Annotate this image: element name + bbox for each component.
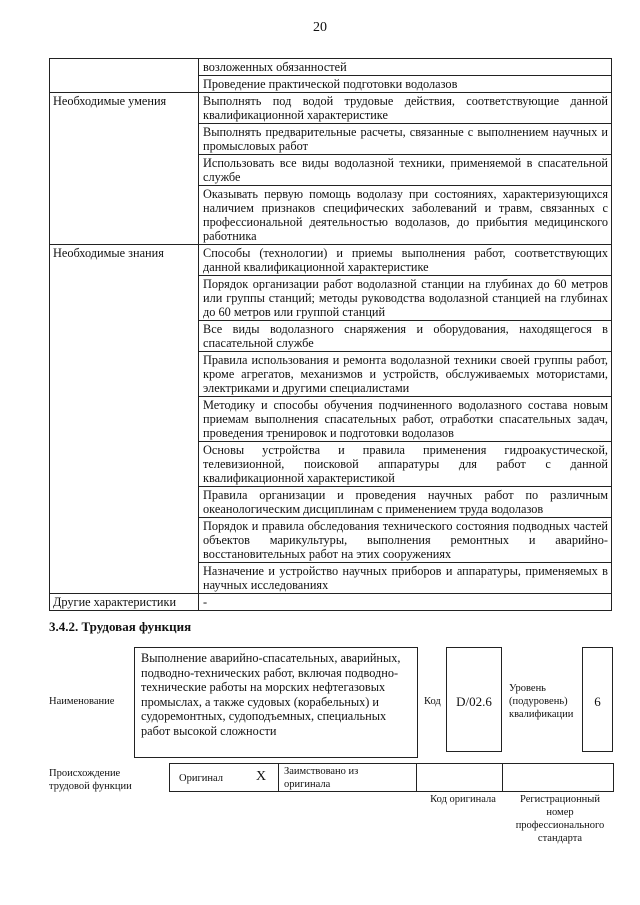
function-name-box: Выполнение аварийно-спасательных, аварийных, подводно-технических работ, включая подводно-технические работы на морских нефтегазовых промыслах, а также судовых (корабельных) и судоремонтных, судоподъемных, специальных работ высокой сложности — [134, 647, 418, 758]
level-value: 6 — [594, 694, 601, 709]
code-box — [446, 647, 502, 752]
table-cell: Способы (технологии) и приемы выполнения работ, соответствующих данной квалификационной характеристике — [199, 245, 612, 276]
original-label: Оригинал — [179, 773, 223, 784]
borrowed-label: Заимствовано из оригинала — [284, 766, 359, 790]
table-cell: Выполнять под водой трудовые действия, соответствующие данной квалификационной характеристике — [199, 93, 612, 124]
level-label: Уровень (подуровень) квалификации — [509, 683, 574, 720]
table-cell: Выполнять предварительные расчеты, связанные с выполнением научных и промысловых работ — [199, 124, 612, 155]
row-label: Другие характеристики — [50, 594, 199, 611]
table-cell: Все виды водолазного снаряжения и оборудования, находящегося в спасательной службе — [199, 321, 612, 352]
cell-divider — [502, 764, 503, 791]
competency-table — [49, 58, 612, 611]
code-value: D/02.6 — [456, 694, 492, 709]
table-row — [50, 59, 612, 76]
row-label: Необходимые знания — [50, 245, 199, 594]
reg-number-label: Регистрационный номер профессионального стандарта — [515, 794, 605, 844]
table-cell: возложенных обязанностей — [199, 59, 612, 76]
table-row — [50, 594, 612, 611]
page-number: 20 — [313, 20, 327, 35]
table-cell: Правила использования и ремонта водолазной техники своей группы работ, кроме агрегатов, механизмов и устройств, обслуживаемых мотористами, электриками и другими специалистами — [199, 352, 612, 397]
origin-box — [169, 763, 614, 792]
table-cell: Порядок и правила обследования технического состояния подводных частей объектов марикультуры, выполнения ремонтных и аварийно-восстановительных работ на этих сооружениях — [199, 518, 612, 563]
code-original-label: Код оригинала — [430, 794, 496, 805]
cell-divider — [416, 764, 417, 791]
code-label: Код — [424, 696, 441, 707]
origin-label: Происхождение трудовой функции — [49, 768, 132, 792]
cell-divider — [278, 764, 279, 791]
table-cell: - — [199, 594, 612, 611]
table-cell: Порядок организации работ водолазной станции на глубинах до 60 метров или группы станций; методы руководства водолазной станцией на глубинах до 60 метров или группой станций — [199, 276, 612, 321]
table-cell: Оказывать первую помощь водолазу при состояниях, характеризующихся наличием признаков специфических заболеваний и травм, связанных с профессиональной деятельностью водолазов, до прибытия медицинского работника — [199, 186, 612, 245]
table-cell: Проведение практической подготовки водолазов — [199, 76, 612, 93]
table-row — [50, 245, 612, 276]
row-label — [50, 59, 199, 93]
table-cell: Основы устройства и правила применения гидроакустической, телевизионной, поисковой аппаратуры для работ с данной квалификационной характеристикой — [199, 442, 612, 487]
table-row — [50, 93, 612, 124]
table-cell: Назначение и устройство научных приборов и аппаратуры, применяемых в научных исследованиях — [199, 563, 612, 594]
row-label: Необходимые умения — [50, 93, 199, 245]
table-cell: Использовать все виды водолазной техники, применяемой в спасательной службе — [199, 155, 612, 186]
table-cell: Методику и способы обучения подчиненного водолазного состава новым приемам выполнения спасательных работ, отработки спасательных задач, проведения тренировок и подготовки водолазов — [199, 397, 612, 442]
level-box — [582, 647, 613, 752]
table-cell: Правила организации и проведения научных работ по различным океанологическим дисциплинам с применением труда водолазов — [199, 487, 612, 518]
section-heading: 3.4.2. Трудовая функция — [49, 619, 192, 634]
name-label: Наименование — [49, 696, 115, 707]
original-mark: X — [256, 769, 267, 784]
